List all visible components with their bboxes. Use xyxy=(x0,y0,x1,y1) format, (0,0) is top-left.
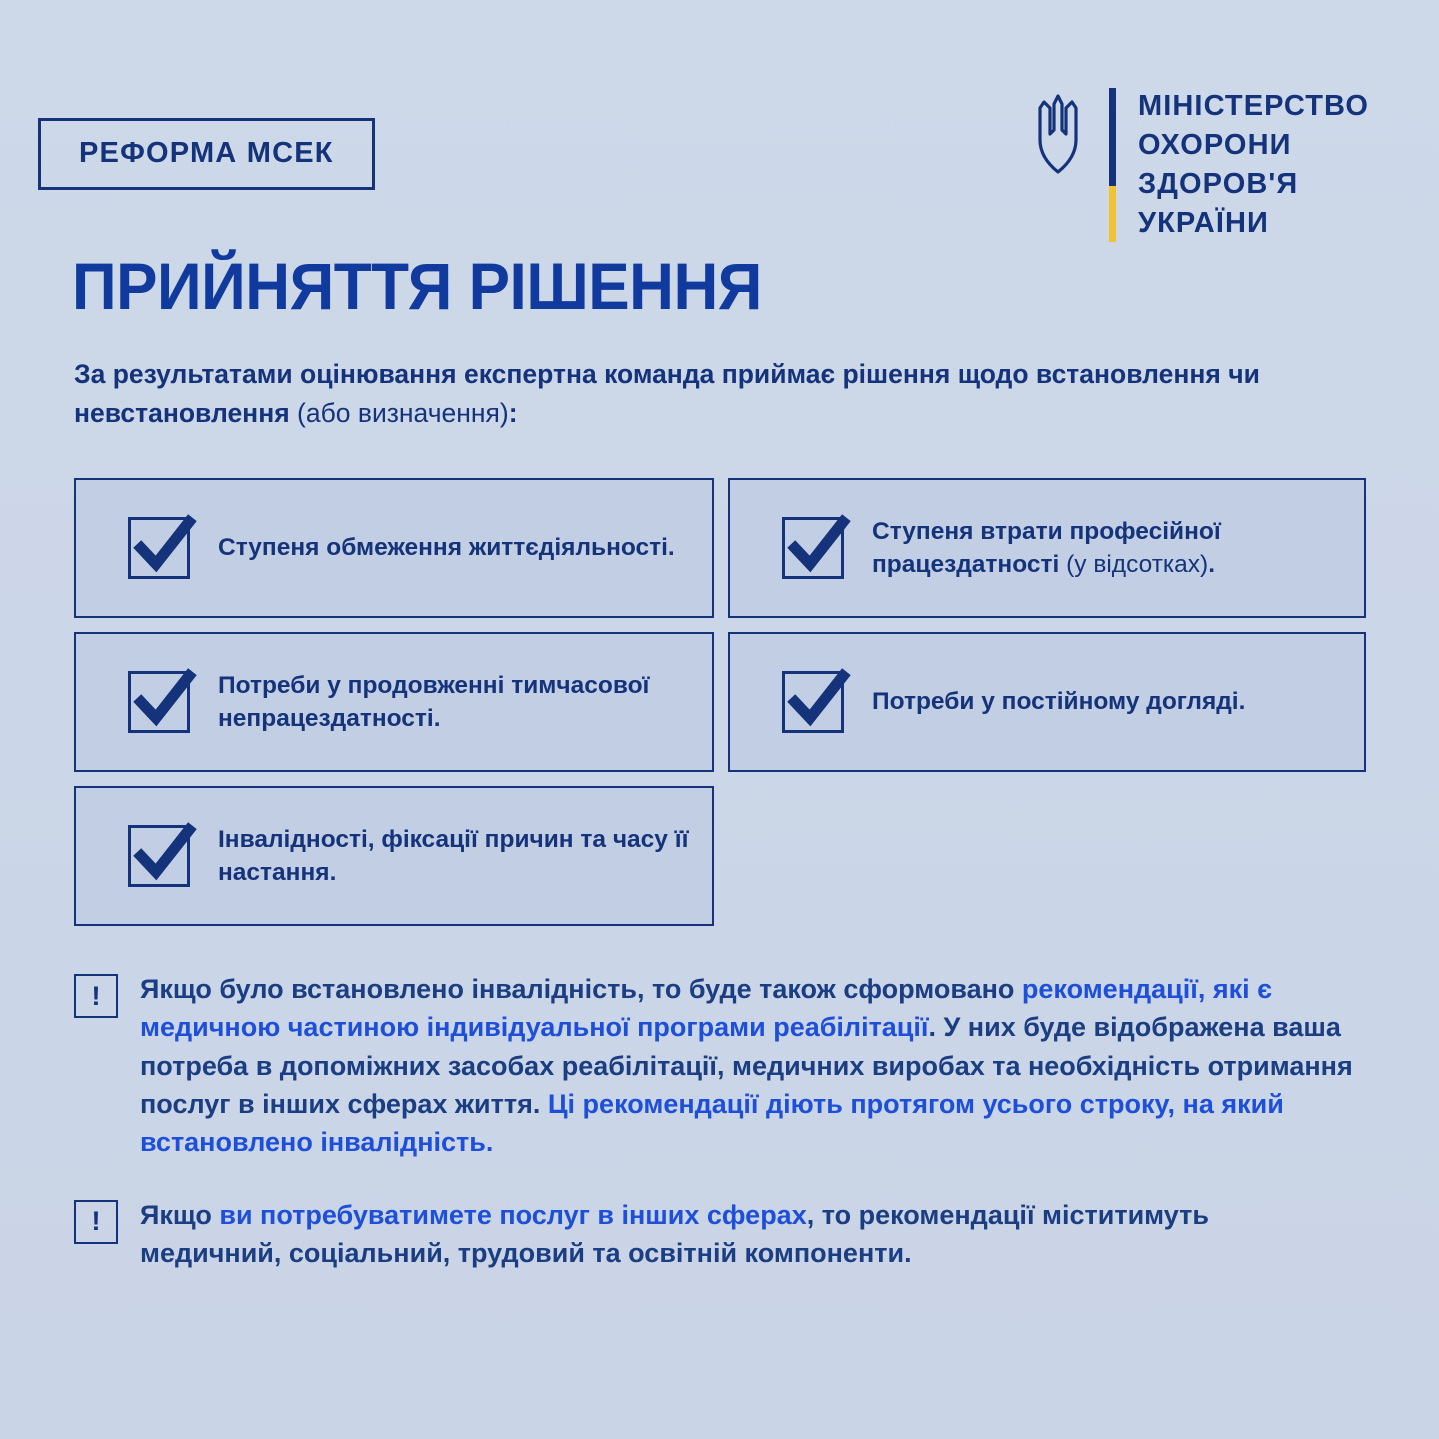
exclamation-icon: ! xyxy=(74,1200,118,1244)
ministry-line-4: УКРАЇНИ xyxy=(1137,207,1269,240)
note-segment-highlight: рекомендації, які є медичною частиною індивідуальної програми реабілітації xyxy=(140,974,1273,1043)
check-icon xyxy=(128,671,190,733)
card-label-bold: Ступеня втрати професійної працездатності xyxy=(872,517,1221,578)
decision-cards xyxy=(74,478,1366,940)
card-label-regular: (у відсотках) xyxy=(1066,551,1209,578)
card-temporary-incapacity xyxy=(74,632,714,772)
card-label: Потреби у продовженні тимчасової непрацездатності. xyxy=(218,671,650,732)
card-row-3 xyxy=(74,786,1366,926)
card-disability-fixation xyxy=(74,786,714,926)
check-icon xyxy=(782,517,844,579)
note-segment: Якщо xyxy=(140,1199,220,1230)
note-recommendations xyxy=(74,970,1374,1162)
ministry-name xyxy=(1138,88,1369,242)
ministry-logo xyxy=(1029,88,1369,242)
ukraine-trident-icon xyxy=(1029,88,1087,242)
card-label-tail: . xyxy=(1208,551,1216,578)
note-text xyxy=(140,1196,1355,1273)
note-segment-highlight: ви потребуватимете послуг в інших сферах xyxy=(219,1199,807,1230)
card-professional-capacity-loss xyxy=(728,478,1366,618)
card-constant-care xyxy=(728,632,1366,772)
check-icon xyxy=(782,671,844,733)
note-text xyxy=(140,970,1355,1162)
card-row-1 xyxy=(74,478,1366,618)
check-icon xyxy=(128,825,190,887)
note-segment: Якщо було встановлено інвалідність, то буде також сформовано xyxy=(140,974,1022,1004)
note-segment: . У них буде відображена ваша потреба в допоміжних засобах реабілітації, медичних виробах та необхідність отримання послуг в інших сферах життя. xyxy=(140,1012,1353,1119)
note-other-spheres xyxy=(74,1196,1374,1273)
header xyxy=(0,0,1439,240)
card-label: Потреби у постійному догляді. xyxy=(872,688,1246,716)
ministry-line-1: МІНІСТЕРСТВО xyxy=(1137,90,1369,122)
card-row-2 xyxy=(74,632,1366,772)
card-limitation-degree xyxy=(74,478,714,618)
notes-section xyxy=(74,970,1374,1306)
intro-tail: : xyxy=(508,398,518,429)
reform-tag xyxy=(38,118,375,190)
page-title: ПРИЙНЯТТЯ РІШЕННЯ xyxy=(72,249,762,323)
intro-regular: (або визначення) xyxy=(297,398,509,429)
card-label: Ступеня обмеження життєдіяльності. xyxy=(218,534,675,562)
intro-paragraph xyxy=(74,355,1324,433)
card-label: Інвалідності, фіксації причин та часу її настання. xyxy=(218,825,689,886)
intro-bold: За результатами оцінювання експертна команда приймає рішення щодо встановлення чи невстановлення xyxy=(74,359,1260,429)
ministry-line-2: ОХОРОНИ xyxy=(1137,129,1292,162)
card-label xyxy=(872,515,1344,582)
ministry-line-3: ЗДОРОВ'Я xyxy=(1137,168,1299,201)
check-icon xyxy=(128,517,190,579)
logo-divider-bars xyxy=(1109,88,1116,242)
exclamation-icon: ! xyxy=(74,974,118,1018)
note-segment-highlight: Ці рекомендації діють протягом усього строку, на який встановлено інвалідність. xyxy=(140,1088,1284,1158)
reform-tag-label: РЕФОРМА МСЕК xyxy=(79,137,334,169)
note-segment: , то рекомендації міститимуть медичний, соціальний, трудовий та освітній компоненти. xyxy=(140,1199,1209,1268)
